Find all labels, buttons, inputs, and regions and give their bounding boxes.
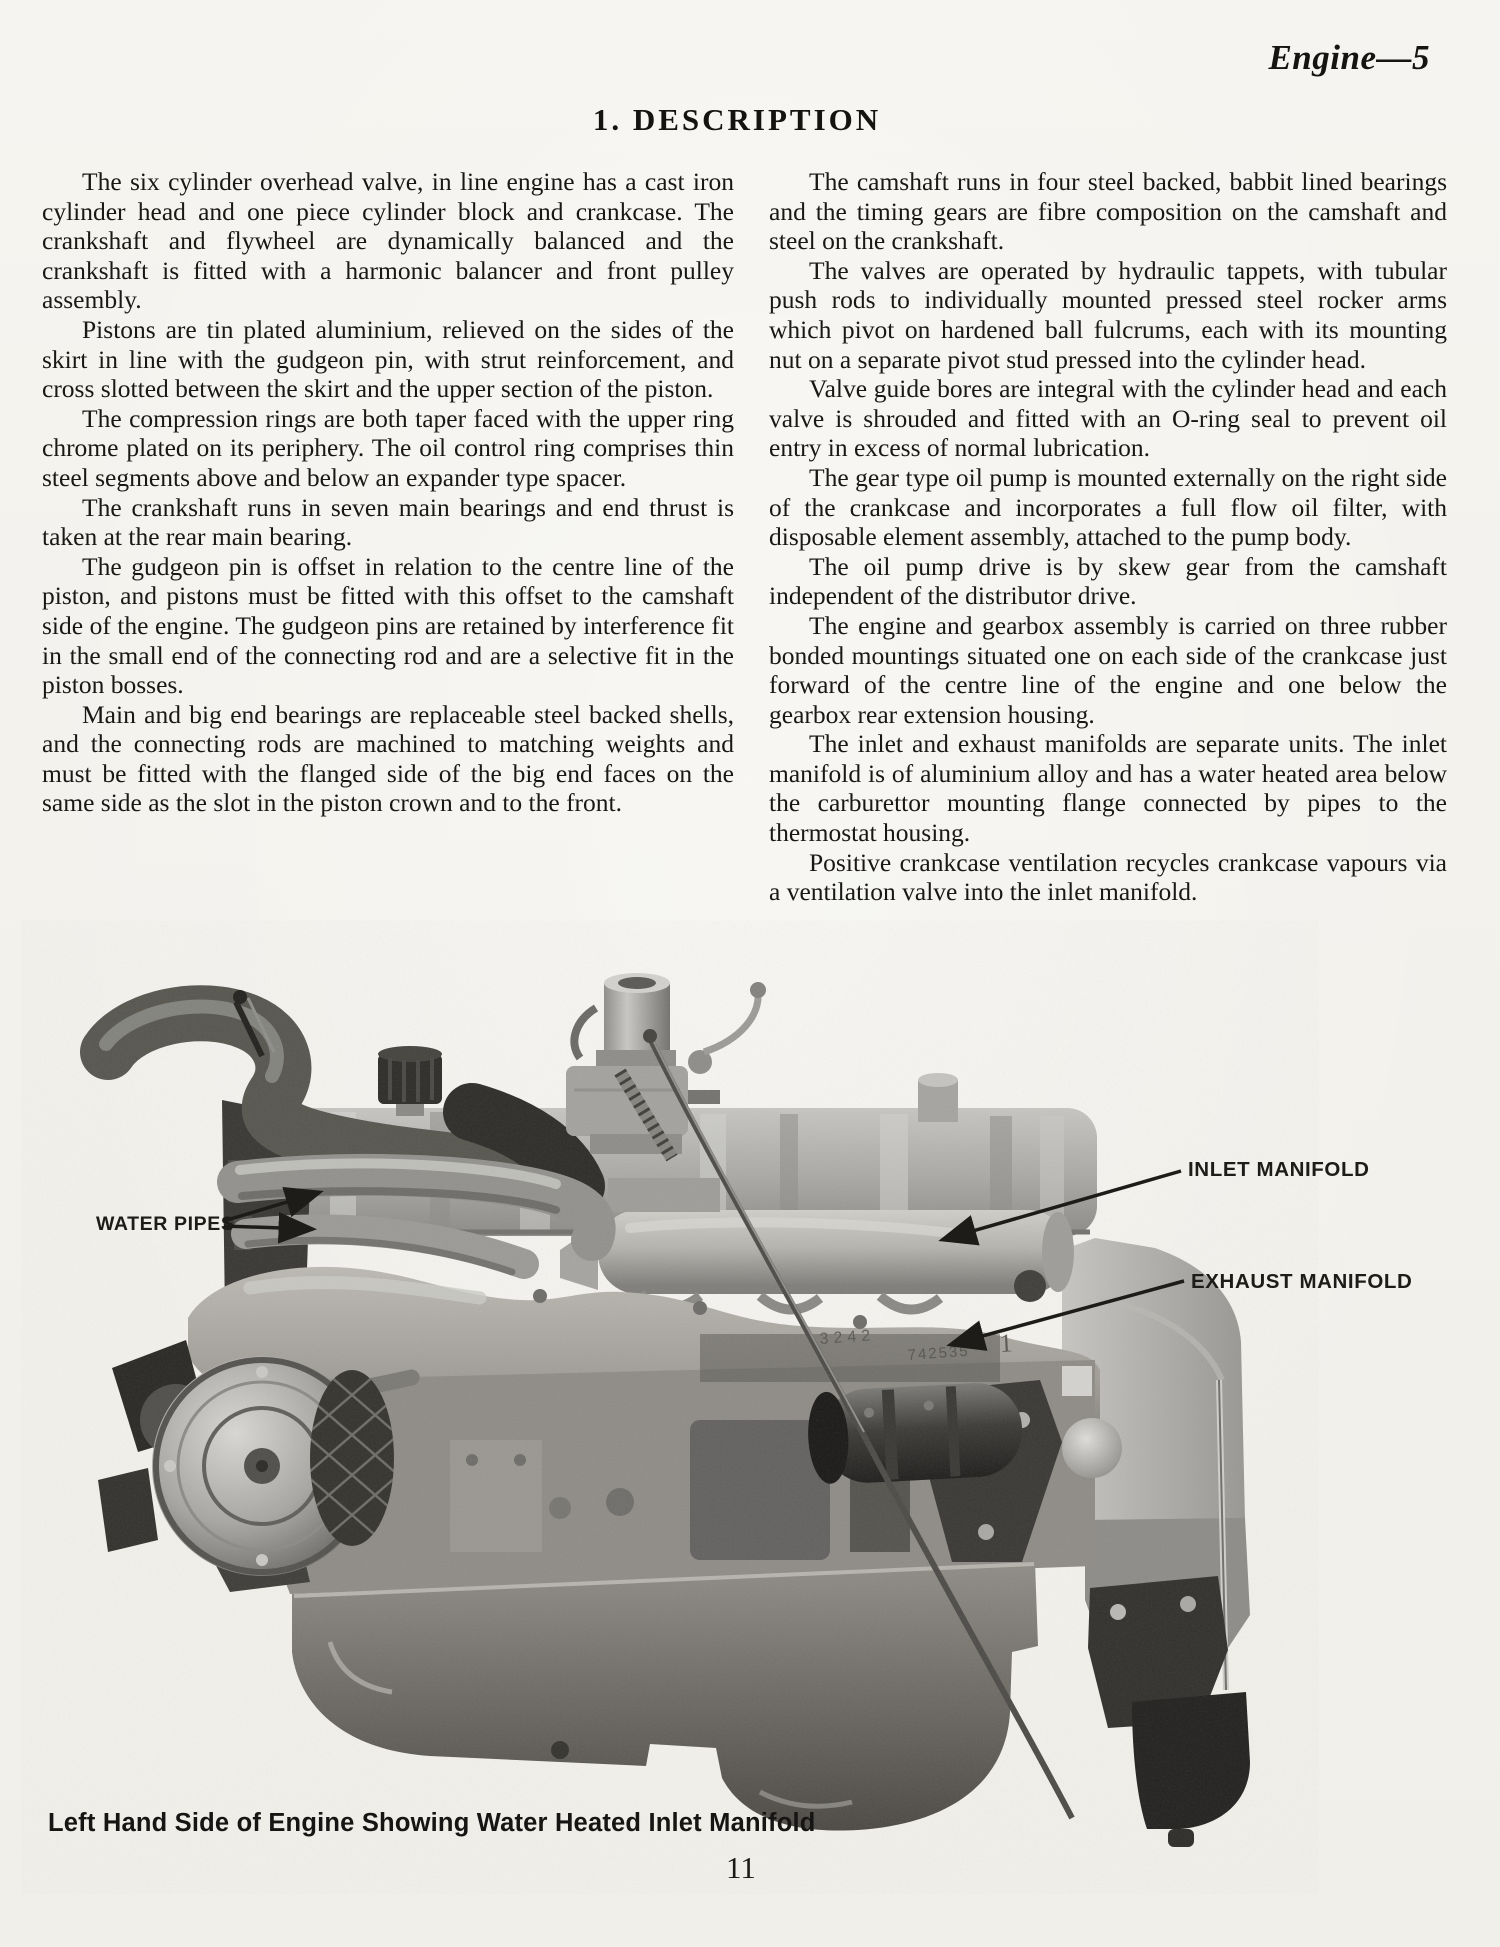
figure-caption: Left Hand Side of Engine Showing Water Heated Inlet Manifold — [48, 1809, 816, 1837]
paragraph: Pistons are tin plated aluminium, relieved on the sides of the skirt in line with the gudgeon pin, with strut reinforcement, and cross slotted between the skirt and the upper section of the piston. — [42, 314, 734, 404]
paragraph: Valve guide bores are integral with the cylinder head and each valve is shrouded and fitted with an O-ring seal to prevent oil entry in excess of normal lubrication. — [769, 374, 1447, 463]
paragraph: The crankshaft runs in seven main bearings and end thrust is taken at the rear main bearing. — [42, 492, 734, 552]
running-header: Engine—5 — [1268, 38, 1430, 77]
paragraph: Positive crankcase ventilation recycles crankcase vapours via a ventilation valve into the inlet manifold. — [769, 847, 1447, 907]
label-inlet-manifold: INLET MANIFOLD — [1188, 1158, 1370, 1181]
paragraph: The engine and gearbox assembly is carried on three rubber bonded mountings situated one on each side of the crankcase just forward of the centre line of the engine and one below the gearbox rear extension housing. — [769, 610, 1447, 729]
photo-grain — [80, 965, 1260, 1850]
page-number: 11 — [726, 1850, 756, 1885]
paragraph: The gudgeon pin is offset in relation to the centre line of the piston, and pistons must be fitted with this offset to the camshaft side of the engine. The gudgeon pins are retained by interference fit in the small end of the connecting rod and are a selective fit in the piston bosses. — [42, 551, 734, 700]
paragraph: The gear type oil pump is mounted externally on the right side of the crankcase and incorporates a full flow oil filter, with disposable element assembly, attached to the pump body. — [769, 462, 1447, 552]
paragraph: The oil pump drive is by skew gear from the camshaft independent of the distributor drive. — [769, 551, 1447, 611]
engine-art — [80, 965, 1260, 1850]
label-exhaust-manifold: EXHAUST MANIFOLD — [1191, 1270, 1413, 1293]
paragraph: Main and big end bearings are replaceable steel backed shells, and the connecting rods are machined to matching weights and must be fitted with the flanged side of the big end faces on the same side as the slot in the piston crown and to the front. — [42, 699, 734, 818]
paragraph: The camshaft runs in four steel backed, babbit lined bearings and the timing gears are fibre composition on the camshaft and steel on the crankshaft. — [769, 167, 1447, 256]
paragraph: The compression rings are both taper faced with the upper ring chrome plated on its periphery. The oil control ring comprises thin steel segments above and below an expander type spacer. — [42, 403, 734, 492]
section-title: 1. DESCRIPTION — [592, 102, 882, 137]
paragraph: The valves are operated by hydraulic tappets, with tubular push rods to individually mounted pressed steel rocker arms which pivot on hardened ball fulcrums, each with its mounting nut on a separate pivot stud pressed into the cylinder head. — [769, 255, 1447, 374]
paragraph: The inlet and exhaust manifolds are separate units. The inlet manifold is of aluminium alloy and has a water heated area below the carburettor mounting flange connected by pipes to the thermostat housing. — [769, 729, 1447, 848]
label-water-pipes: WATER PIPES — [96, 1213, 235, 1235]
paragraph: The six cylinder overhead valve, in line engine has a cast iron cylinder head and one piece cylinder block and crankcase. The crankshaft and flywheel are dynamically balanced and the crankshaft is fitted with a harmonic balancer and front pulley assembly. — [42, 167, 734, 315]
